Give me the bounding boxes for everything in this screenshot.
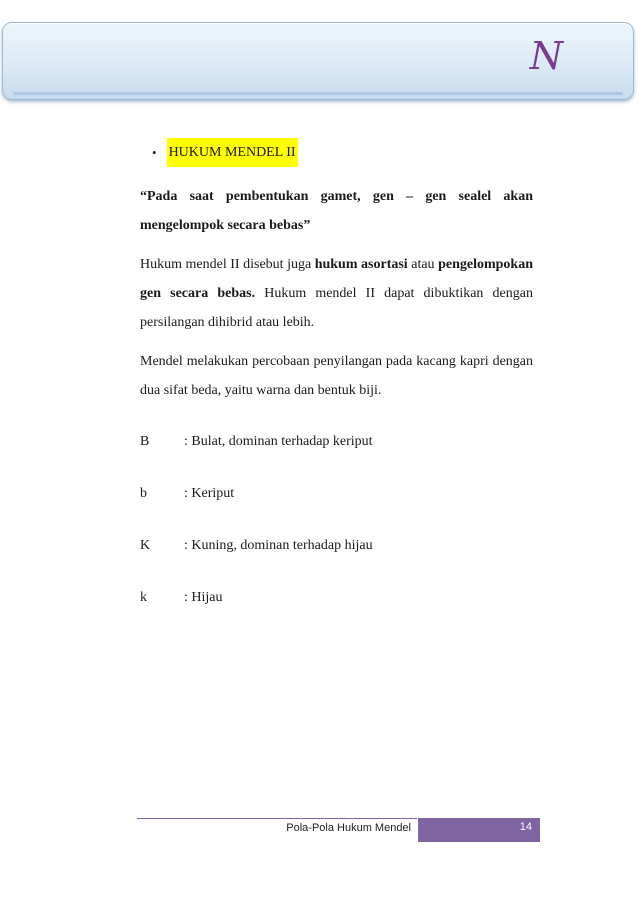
page-number-box [418, 818, 540, 842]
definition-row [140, 427, 533, 456]
para1-text-1: Hukum mendel II disebut juga [140, 257, 315, 272]
footer-title: Pola-Pola Hukum Mendel [286, 822, 411, 834]
definition-row [140, 583, 533, 612]
bullet-icon: • [152, 145, 157, 160]
header-band [2, 22, 634, 100]
para1-text-2: atau [407, 257, 439, 272]
para1-text-3: Hukum mendel II dapat dibuktikan dengan persilangan dihibrid atau lebih. [140, 286, 533, 330]
paragraph-hukum-mendel [140, 250, 533, 337]
section-heading-text: HUKUM MENDEL II [167, 138, 298, 167]
definition-row [140, 531, 533, 560]
section-heading [152, 138, 533, 167]
definition-letter: b [140, 486, 147, 501]
definition-text: : Keriput [184, 486, 235, 501]
paragraph-percobaan: Mendel melakukan percobaan penyilangan pada kacang kapri dengan dua sifat beda, yaitu warna dan bentuk biji. [140, 354, 533, 398]
header-letter: N [529, 34, 563, 78]
term-hukum-asortasi: hukum asortasi [314, 257, 408, 272]
definition-letter: K [140, 538, 151, 553]
definition-row [140, 479, 533, 508]
definition-text: : Bulat, dominan terhadap keriput [184, 434, 373, 449]
footer-rule [137, 818, 417, 819]
definition-letter: B [140, 434, 150, 449]
definition-letter: k [140, 590, 147, 605]
definition-text: : Kuning, dominan terhadap hijau [184, 538, 373, 553]
definition-text: : Hijau [184, 590, 223, 605]
term-pengelompokan: pengelompokan gen secara bebas. [140, 257, 533, 301]
quote-text: “Pada saat pembentukan gamet, gen – gen sealel akan mengelompok secara bebas” [140, 189, 533, 233]
page-content [140, 138, 533, 635]
page-number: 14 [519, 821, 532, 833]
